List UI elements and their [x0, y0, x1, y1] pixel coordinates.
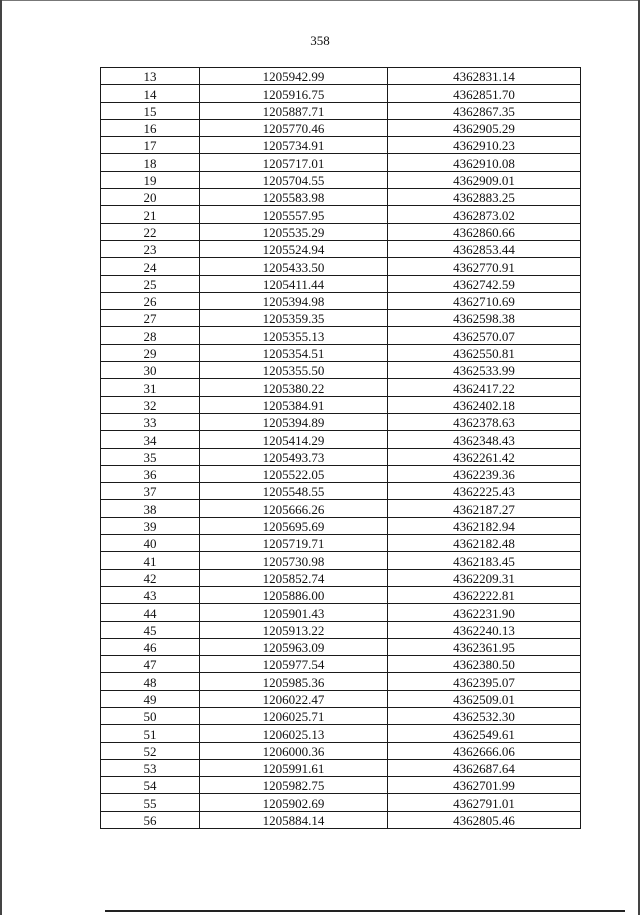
- table-row: [101, 656, 581, 673]
- x-coordinate-cell: 1205522.05: [200, 465, 388, 482]
- y-coordinate-cell: 4362395.07: [388, 673, 581, 690]
- point-number-cell: 29: [101, 344, 200, 361]
- scan-left-edge: [0, 0, 2, 915]
- table-row: [101, 240, 581, 257]
- point-number-cell: 25: [101, 275, 200, 292]
- y-coordinate-cell: 4362182.48: [388, 535, 581, 552]
- y-coordinate-cell: 4362710.69: [388, 292, 581, 309]
- x-coordinate-cell: 1206000.36: [200, 742, 388, 759]
- y-coordinate-cell: 4362348.43: [388, 431, 581, 448]
- y-coordinate-cell: 4362910.23: [388, 137, 581, 154]
- x-coordinate-cell: 1205355.50: [200, 362, 388, 379]
- y-coordinate-cell: 4362910.08: [388, 154, 581, 171]
- point-number-cell: 38: [101, 500, 200, 517]
- y-coordinate-cell: 4362182.94: [388, 517, 581, 534]
- point-number-cell: 27: [101, 310, 200, 327]
- table-row: [101, 327, 581, 344]
- x-coordinate-cell: 1205535.29: [200, 223, 388, 240]
- point-number-cell: 50: [101, 707, 200, 724]
- y-coordinate-cell: 4362417.22: [388, 379, 581, 396]
- table-row: [101, 379, 581, 396]
- x-coordinate-cell: 1206025.13: [200, 725, 388, 742]
- y-coordinate-cell: 4362225.43: [388, 483, 581, 500]
- y-coordinate-cell: 4362805.46: [388, 811, 581, 828]
- y-coordinate-cell: 4362209.31: [388, 569, 581, 586]
- point-number-cell: 21: [101, 206, 200, 223]
- point-number-cell: 22: [101, 223, 200, 240]
- y-coordinate-cell: 4362791.01: [388, 794, 581, 811]
- x-coordinate-cell: 1205991.61: [200, 759, 388, 776]
- bottom-rule: [105, 910, 625, 912]
- y-coordinate-cell: 4362701.99: [388, 777, 581, 794]
- x-coordinate-cell: 1205852.74: [200, 569, 388, 586]
- point-number-cell: 18: [101, 154, 200, 171]
- table-row: [101, 777, 581, 794]
- x-coordinate-cell: 1205901.43: [200, 604, 388, 621]
- point-number-cell: 54: [101, 777, 200, 794]
- table-row: [101, 275, 581, 292]
- point-number-cell: 53: [101, 759, 200, 776]
- table-row: [101, 535, 581, 552]
- point-number-cell: 17: [101, 137, 200, 154]
- point-number-cell: 46: [101, 638, 200, 655]
- table-row: [101, 569, 581, 586]
- x-coordinate-cell: 1205394.89: [200, 413, 388, 430]
- x-coordinate-cell: 1205695.69: [200, 517, 388, 534]
- y-coordinate-cell: 4362873.02: [388, 206, 581, 223]
- x-coordinate-cell: 1205524.94: [200, 240, 388, 257]
- y-coordinate-cell: 4362378.63: [388, 413, 581, 430]
- table-row: [101, 362, 581, 379]
- y-coordinate-cell: 4362831.14: [388, 68, 581, 85]
- table-row: [101, 483, 581, 500]
- table-body: [101, 68, 581, 829]
- x-coordinate-cell: 1205433.50: [200, 258, 388, 275]
- x-coordinate-cell: 1205717.01: [200, 154, 388, 171]
- table-row: [101, 759, 581, 776]
- x-coordinate-cell: 1205666.26: [200, 500, 388, 517]
- table-row: [101, 258, 581, 275]
- y-coordinate-cell: 4362883.25: [388, 189, 581, 206]
- table-row: [101, 742, 581, 759]
- table-row: [101, 154, 581, 171]
- table-row: [101, 586, 581, 603]
- x-coordinate-cell: 1205916.75: [200, 85, 388, 102]
- point-number-cell: 39: [101, 517, 200, 534]
- x-coordinate-cell: 1205886.00: [200, 586, 388, 603]
- table-row: [101, 344, 581, 361]
- table-row: [101, 621, 581, 638]
- point-number-cell: 49: [101, 690, 200, 707]
- x-coordinate-cell: 1206022.47: [200, 690, 388, 707]
- x-coordinate-cell: 1205704.55: [200, 171, 388, 188]
- coordinates-table: [100, 67, 581, 829]
- table-row: [101, 707, 581, 724]
- y-coordinate-cell: 4362231.90: [388, 604, 581, 621]
- page-number: 358: [310, 33, 330, 48]
- y-coordinate-cell: 4362222.81: [388, 586, 581, 603]
- x-coordinate-cell: 1205734.91: [200, 137, 388, 154]
- y-coordinate-cell: 4362867.35: [388, 102, 581, 119]
- table-row: [101, 223, 581, 240]
- x-coordinate-cell: 1205380.22: [200, 379, 388, 396]
- table-row: [101, 604, 581, 621]
- y-coordinate-cell: 4362853.44: [388, 240, 581, 257]
- y-coordinate-cell: 4362532.30: [388, 707, 581, 724]
- point-number-cell: 52: [101, 742, 200, 759]
- y-coordinate-cell: 4362909.01: [388, 171, 581, 188]
- y-coordinate-cell: 4362361.95: [388, 638, 581, 655]
- table-row: [101, 119, 581, 136]
- point-number-cell: 14: [101, 85, 200, 102]
- table-row: [101, 68, 581, 85]
- table-row: [101, 413, 581, 430]
- table-row: [101, 725, 581, 742]
- table-row: [101, 137, 581, 154]
- table-row: [101, 500, 581, 517]
- point-number-cell: 24: [101, 258, 200, 275]
- point-number-cell: 33: [101, 413, 200, 430]
- x-coordinate-cell: 1205493.73: [200, 448, 388, 465]
- y-coordinate-cell: 4362550.81: [388, 344, 581, 361]
- y-coordinate-cell: 4362402.18: [388, 396, 581, 413]
- point-number-cell: 16: [101, 119, 200, 136]
- table-row: [101, 552, 581, 569]
- table-row: [101, 465, 581, 482]
- point-number-cell: 55: [101, 794, 200, 811]
- point-number-cell: 56: [101, 811, 200, 828]
- point-number-cell: 48: [101, 673, 200, 690]
- table-row: [101, 673, 581, 690]
- table-row: [101, 292, 581, 309]
- scan-top-edge: [0, 0, 640, 1]
- x-coordinate-cell: 1205394.98: [200, 292, 388, 309]
- point-number-cell: 42: [101, 569, 200, 586]
- y-coordinate-cell: 4362239.36: [388, 465, 581, 482]
- y-coordinate-cell: 4362666.06: [388, 742, 581, 759]
- x-coordinate-cell: 1205985.36: [200, 673, 388, 690]
- x-coordinate-cell: 1205557.95: [200, 206, 388, 223]
- point-number-cell: 47: [101, 656, 200, 673]
- y-coordinate-cell: 4362851.70: [388, 85, 581, 102]
- table-row: [101, 448, 581, 465]
- table-row: [101, 85, 581, 102]
- x-coordinate-cell: 1205977.54: [200, 656, 388, 673]
- x-coordinate-cell: 1205770.46: [200, 119, 388, 136]
- x-coordinate-cell: 1205411.44: [200, 275, 388, 292]
- y-coordinate-cell: 4362770.91: [388, 258, 581, 275]
- point-number-cell: 41: [101, 552, 200, 569]
- x-coordinate-cell: 1205384.91: [200, 396, 388, 413]
- y-coordinate-cell: 4362187.27: [388, 500, 581, 517]
- x-coordinate-cell: 1206025.71: [200, 707, 388, 724]
- y-coordinate-cell: 4362598.38: [388, 310, 581, 327]
- point-number-cell: 43: [101, 586, 200, 603]
- y-coordinate-cell: 4362509.01: [388, 690, 581, 707]
- point-number-cell: 45: [101, 621, 200, 638]
- y-coordinate-cell: 4362261.42: [388, 448, 581, 465]
- y-coordinate-cell: 4362905.29: [388, 119, 581, 136]
- point-number-cell: 26: [101, 292, 200, 309]
- table-row: [101, 690, 581, 707]
- table-row: [101, 431, 581, 448]
- table-row: [101, 517, 581, 534]
- table-row: [101, 189, 581, 206]
- point-number-cell: 32: [101, 396, 200, 413]
- table-row: [101, 171, 581, 188]
- point-number-cell: 28: [101, 327, 200, 344]
- table-row: [101, 310, 581, 327]
- point-number-cell: 36: [101, 465, 200, 482]
- y-coordinate-cell: 4362533.99: [388, 362, 581, 379]
- x-coordinate-cell: 1205982.75: [200, 777, 388, 794]
- point-number-cell: 35: [101, 448, 200, 465]
- table-row: [101, 794, 581, 811]
- point-number-cell: 30: [101, 362, 200, 379]
- x-coordinate-cell: 1205902.69: [200, 794, 388, 811]
- table-row: [101, 811, 581, 828]
- table-row: [101, 638, 581, 655]
- point-number-cell: 40: [101, 535, 200, 552]
- y-coordinate-cell: 4362742.59: [388, 275, 581, 292]
- table-row: [101, 102, 581, 119]
- point-number-cell: 20: [101, 189, 200, 206]
- x-coordinate-cell: 1205887.71: [200, 102, 388, 119]
- point-number-cell: 51: [101, 725, 200, 742]
- y-coordinate-cell: 4362860.66: [388, 223, 581, 240]
- x-coordinate-cell: 1205719.71: [200, 535, 388, 552]
- y-coordinate-cell: 4362570.07: [388, 327, 581, 344]
- y-coordinate-cell: 4362240.13: [388, 621, 581, 638]
- point-number-cell: 31: [101, 379, 200, 396]
- x-coordinate-cell: 1205359.35: [200, 310, 388, 327]
- y-coordinate-cell: 4362687.64: [388, 759, 581, 776]
- x-coordinate-cell: 1205355.13: [200, 327, 388, 344]
- table-row: [101, 206, 581, 223]
- point-number-cell: 34: [101, 431, 200, 448]
- x-coordinate-cell: 1205913.22: [200, 621, 388, 638]
- x-coordinate-cell: 1205414.29: [200, 431, 388, 448]
- x-coordinate-cell: 1205942.99: [200, 68, 388, 85]
- y-coordinate-cell: 4362549.61: [388, 725, 581, 742]
- x-coordinate-cell: 1205963.09: [200, 638, 388, 655]
- point-number-cell: 23: [101, 240, 200, 257]
- x-coordinate-cell: 1205884.14: [200, 811, 388, 828]
- point-number-cell: 44: [101, 604, 200, 621]
- point-number-cell: 13: [101, 68, 200, 85]
- point-number-cell: 19: [101, 171, 200, 188]
- x-coordinate-cell: 1205548.55: [200, 483, 388, 500]
- point-number-cell: 37: [101, 483, 200, 500]
- x-coordinate-cell: 1205583.98: [200, 189, 388, 206]
- point-number-cell: 15: [101, 102, 200, 119]
- y-coordinate-cell: 4362380.50: [388, 656, 581, 673]
- x-coordinate-cell: 1205354.51: [200, 344, 388, 361]
- y-coordinate-cell: 4362183.45: [388, 552, 581, 569]
- table-row: [101, 396, 581, 413]
- x-coordinate-cell: 1205730.98: [200, 552, 388, 569]
